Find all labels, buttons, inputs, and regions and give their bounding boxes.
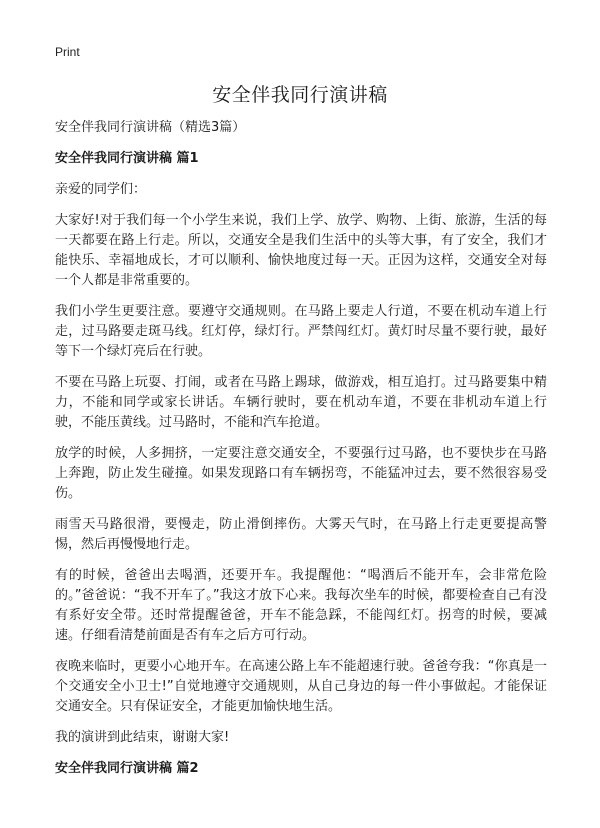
document-title: 安全伴我同行演讲稿 <box>212 84 388 106</box>
body-paragraph: 有的时候，爸爸出去喝酒，还要开车。我提醒他：“喝酒后不能开车，会非常危险的。”爸爸说：“我不开车了。”我这才放下心来。我每次坐车的时候，都要检查自己有没有系好安全带。还时常提醒爸爸，开车不能急踩，不能闯红灯。拐弯的时候，要减速。仔细看清楚前面是否有车之后方可行动。 <box>55 568 547 643</box>
document-body <box>55 118 547 790</box>
body-paragraph: 放学的时候，人多拥挤，一定要注意交通安全，不要强行过马路，也不要快步在马路上奔跑，防止发生碰撞。如果发现路口有车辆拐弯，不能猛冲过去，要不然很容易受伤。 <box>55 446 547 501</box>
body-paragraph: 夜晚来临时，更要小心地开车。在高速公路上车不能超速行驶。爸爸夸我：“你真是一个交通安全小卫士!”自觉地遵守交通规则，从自己身边的每一件小事做起。才能保证交通安全。只有保证安全，才能更加愉快地生活。 <box>55 659 547 714</box>
body-paragraph: 不要在马路上玩耍、打闹，或者在马路上踢球，做游戏，相互追打。过马路要集中精力，不能和同学或家长讲话。车辆行驶时，要在机动车道，不要在非机动车道上行驶，不能压黄线。过马路时，不能和汽车抢道。 <box>55 375 547 430</box>
greeting-paragraph: 亲爱的同学们： <box>55 182 147 197</box>
section-heading-1: 安全伴我同行演讲稿 篇1 <box>55 151 199 166</box>
section-heading-2: 安全伴我同行演讲稿 篇2 <box>55 761 199 776</box>
body-paragraph: 我们小学生更要注意。要遵守交通规则。在马路上要走人行道，不要在机动车道上行走，过马路要走斑马线。红灯停，绿灯行。严禁闯红灯。黄灯时尽量不要行驶，最好等下一个绿灯亮后在行驶。 <box>55 304 547 359</box>
print-link[interactable]: Print <box>55 45 80 59</box>
body-paragraph: 大家好!对于我们每一个小学生来说，我们上学、放学、购物、上街、旅游，生活的每一天都要在路上行走。所以，交通安全是我们生活中的头等大事，有了安全，我们才能快乐、幸福地成长，才可以顺利、愉快地度过每一天。正因为这样，交通安全对每一个人都是非常重要的。 <box>55 213 547 288</box>
document-subtitle: 安全伴我同行演讲稿（精选3篇） <box>55 120 246 135</box>
closing-paragraph: 我的演讲到此结束，谢谢大家! <box>55 730 230 745</box>
body-paragraph: 雨雪天马路很滑，要慢走，防止滑倒摔伤。大雾天气时，在马路上行走更要提高警惕，然后再慢慢地行走。 <box>55 517 547 552</box>
